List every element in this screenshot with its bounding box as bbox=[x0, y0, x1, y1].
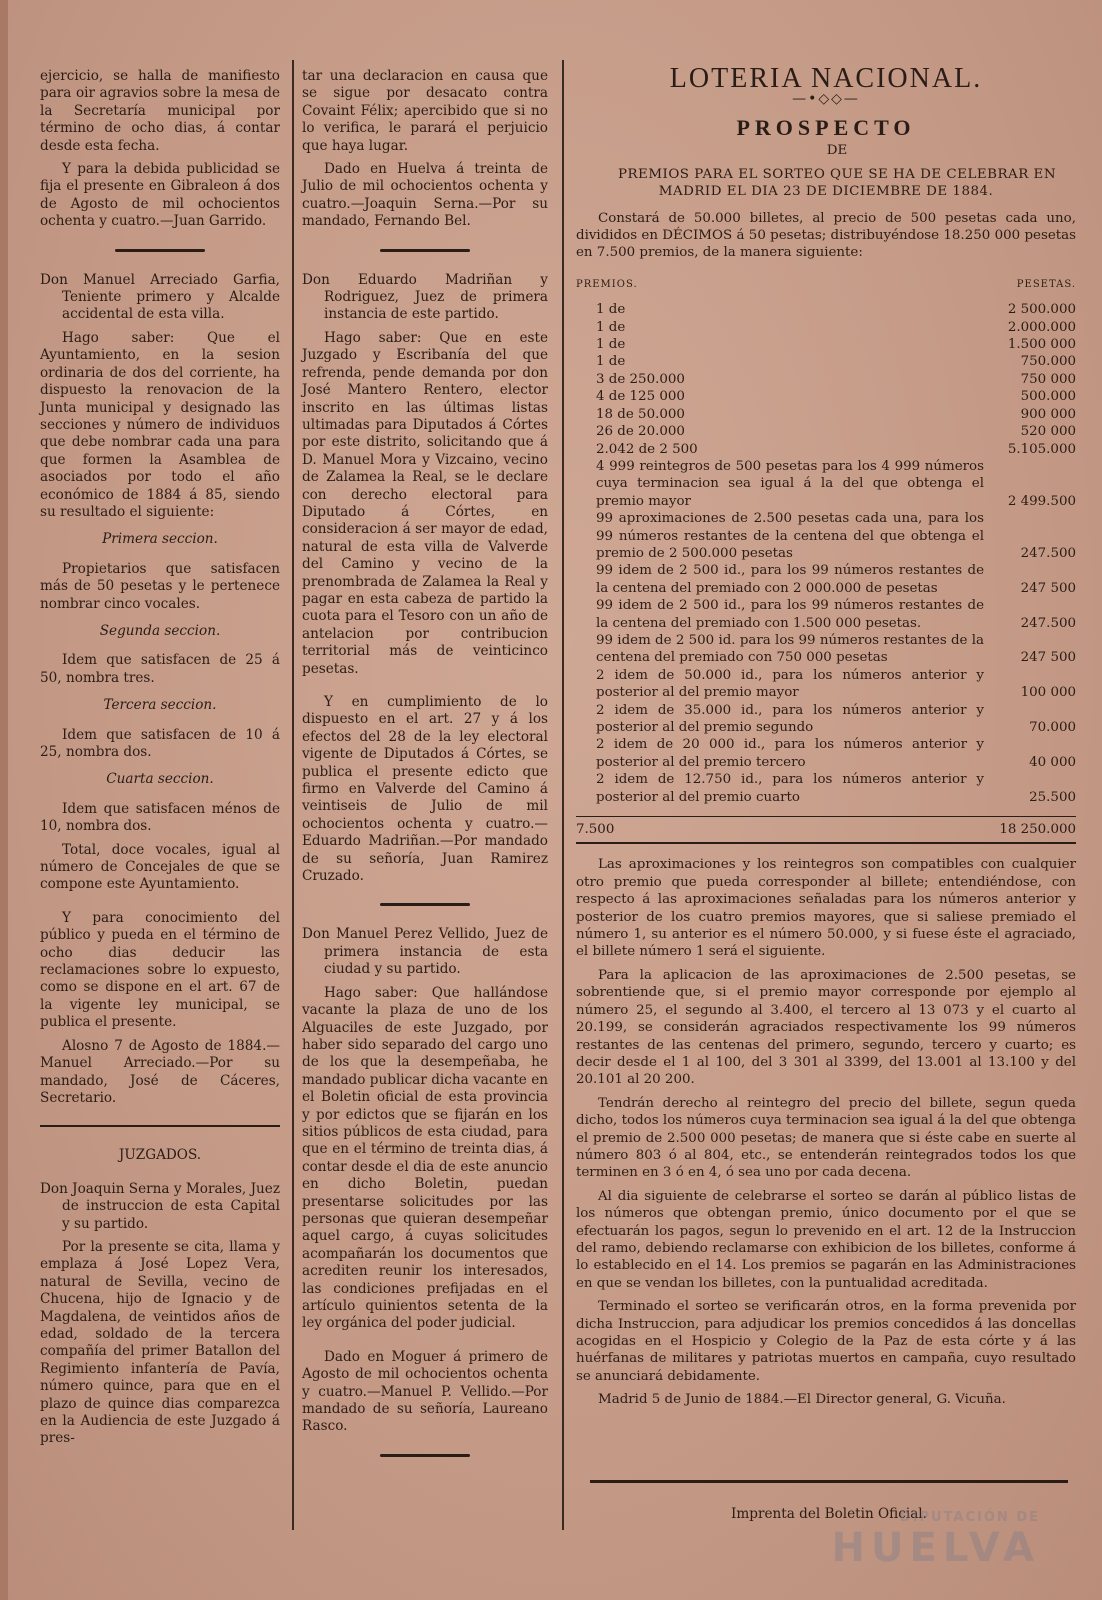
prize-row bbox=[596, 441, 1076, 458]
prize-desc-row bbox=[596, 667, 1076, 702]
edict-closing: Y en cumplimiento de lo dispuesto en el art. 27 y á los efectos del 28 de la ley electoral vigente de Diputados á Córtes, se publica el presente edicto que firmo en Valverde del Camino á veintiseis de Julio de mil ochocientos ochenta y cuatro.—Eduardo Madriñan.—Por mandado de su señoría, Juan Ramirez Cruzado. bbox=[302, 694, 548, 885]
prize-amount: 247 500 bbox=[1020, 650, 1076, 666]
watermark-line1: DIPUTACIÓN DE bbox=[899, 1510, 1040, 1525]
prize-desc-row bbox=[596, 562, 1076, 597]
prize-label: 26 de 20.000 bbox=[596, 424, 685, 440]
separator bbox=[380, 1454, 470, 1457]
prize-row bbox=[596, 388, 1076, 405]
column-rule-1 bbox=[292, 60, 294, 1530]
column-1 bbox=[40, 68, 280, 1454]
prize-amount: 70.000 bbox=[1029, 720, 1076, 735]
prize-amount: 1.500 000 bbox=[1007, 337, 1076, 353]
dated-signature: Dado en Huelva á treinta de Julio de mil ochocientos ochenta y cuatro.—Joaquin Serna.—Por su mandado, Fernando Bel. bbox=[302, 161, 548, 230]
edict-body: Hago saber: Que el Ayuntamiento, en la sesion ordinaria de dos del corriente, ha dispuesto la renovacion de la Junta municipal y designado las secciones y número de individuos que debe nombrar cada una para que formen la Asamblea de asociados por todo el año económico de 1884 á 85, siendo su resultado el siguiente: bbox=[40, 329, 280, 520]
section-text: Idem que satisfacen de 10 á 25, nombra dos. bbox=[40, 726, 280, 760]
prize-desc-row bbox=[596, 771, 1076, 806]
prize-amount: 2 499.500 bbox=[1007, 493, 1076, 509]
total-count: 7.500 bbox=[576, 822, 615, 838]
prize-row bbox=[596, 301, 1076, 318]
total-rule bbox=[576, 842, 1076, 844]
prize-label: 1 de bbox=[596, 337, 626, 353]
section-text: Idem que satisfacen ménos de 10, nombra dos. bbox=[40, 800, 280, 835]
prize-label: 18 de 50.000 bbox=[596, 406, 685, 422]
prize-amount: 25.500 bbox=[1029, 789, 1076, 805]
section-text: Propietarios que satisfacen más de 50 pesetas y le pertenece nombrar cinco vocales. bbox=[40, 560, 280, 612]
edict-heading: Don Manuel Arreciado Garfia, Teniente primero y Alcalde accidental de esta villa. bbox=[40, 271, 280, 323]
prize-desc: 2 idem de 12.750 id., para los números anterior y posterior al del premio cuarto bbox=[596, 772, 984, 805]
section-title: Cuarta seccion. bbox=[106, 771, 214, 788]
prize-label: 1 de bbox=[596, 319, 626, 335]
prize-row bbox=[596, 336, 1076, 353]
prospecto-intro: Constará de 50.000 billetes, al precio de 500 pesetas cada uno, divididos en DÉCIMOS á 50 pesetas; distribuyéndose 18.250 000 pesetas en 7.500 premios, de la manera siguiente: bbox=[576, 210, 1076, 261]
signature: Alosno 7 de Agosto de 1884.—Manuel Arreciado.—Por su mandado, José de Cáceres, Secretario. bbox=[40, 1037, 280, 1106]
juzgado-heading: Don Joaquin Serna y Morales, Juez de instruccion de esta Capital y su partido. bbox=[40, 1180, 280, 1232]
prize-label: 3 de 250.000 bbox=[596, 371, 685, 387]
prize-label: 4 de 125 000 bbox=[596, 389, 685, 405]
column-rule-2 bbox=[562, 60, 564, 1530]
total-text: Total, doce vocales, igual al número de Concejales de que se compone este Ayuntamiento. bbox=[40, 841, 280, 893]
prospecto-paragraph: Al dia siguiente de celebrarse el sorteo se darán al público listas de los números que obtengan premio, único documento por el que se efectuarán los pagos, segun lo prevenido en el art. 12 de la Instruccion del ramo, debiendo reclamarse con exhibicion de los billetes, conforme á lo establecido en el 14. Los premios se pagarán en las Administraciones en que se vendan los billetes, con la puntualidad acreditada. bbox=[576, 1188, 1076, 1291]
prize-desc-row bbox=[596, 597, 1076, 632]
prize-desc: 2 idem de 20 000 id., para los números anterior y posterior al del premio tercero bbox=[596, 737, 984, 770]
page-edge bbox=[0, 0, 8, 1600]
lottery-title: LOTERIA NACIONAL. bbox=[669, 63, 983, 94]
prize-amount: 247.500 bbox=[1020, 545, 1076, 561]
prize-desc-row bbox=[596, 736, 1076, 771]
separator bbox=[380, 903, 470, 906]
prize-row bbox=[596, 353, 1076, 370]
prize-table bbox=[576, 301, 1076, 806]
prize-amount: 40 000 bbox=[1029, 754, 1076, 770]
total-amount: 18 250.000 bbox=[999, 822, 1076, 838]
prize-desc-row bbox=[596, 510, 1076, 562]
section-title: Primera seccion. bbox=[102, 531, 218, 548]
prize-desc: 2 idem de 35.000 id., para los números anterior y posterior al del premio segundo bbox=[596, 702, 984, 735]
prize-amount: 247 500 bbox=[1020, 580, 1076, 596]
watermark-line2: HUELVA bbox=[831, 1525, 1040, 1571]
prospecto-subtitle: PREMIOS PARA EL SORTEO QUE SE HA DE CELEBRAR EN MADRID EL DIA 23 DE DICIEMBRE DE 1884. bbox=[617, 166, 1057, 199]
intro-paragraph-2: Y para la debida publicidad se fija el presente en Gibraleon á dos de Agosto de mil ochocientos ochenta y cuatro.—Juan Garrido. bbox=[40, 161, 280, 230]
printer-footer: Imprenta del Boletin Oficial. bbox=[731, 1506, 927, 1522]
footer-rule bbox=[590, 1480, 1068, 1483]
dated-signature: Dado en Moguer á primero de Agosto de mil ochocientos ochenta y cuatro.—Manuel P. Vellido.—Por mandado de su señoría, Laureano Rasco. bbox=[302, 1348, 548, 1435]
prize-amount: 500.000 bbox=[1020, 389, 1076, 405]
col-premios: PREMIOS. bbox=[576, 278, 638, 290]
de-label: DE bbox=[826, 143, 848, 159]
prize-amount: 750.000 bbox=[1020, 354, 1076, 370]
prize-desc-row bbox=[596, 458, 1076, 510]
prize-desc: 2 idem de 50.000 id., para los números anterior y posterior al del premio mayor bbox=[596, 667, 984, 701]
prize-amount: 2.000.000 bbox=[1007, 319, 1076, 335]
juzgado-body: Por la presente se cita, llama y emplaza á José Lopez Vera, natural de Sevilla, vecino de Chucena, hijo de Ignacio y de Magdalena, de veintidos años de edad, soldado de la tercera compañía del primer Batallon del Regimiento infantería de Pavía, número quince, para que en el plazo de quince dias comparezca en la Audiencia de este Juzgado á pres- bbox=[40, 1238, 280, 1447]
prize-label: 2.042 de 2 500 bbox=[596, 441, 698, 457]
prize-row bbox=[596, 319, 1076, 336]
prize-label: 1 de bbox=[596, 302, 626, 318]
section-title: Segunda seccion. bbox=[99, 622, 221, 639]
prospecto-paragraph: Las aproximaciones y los reintegros son compatibles con cualquier otro premio que pueda corresponder al billete; entendiéndose, con respecto á las aproximaciones señaladas para los números anterior y posterior de los cuatro premios mayores, que si saliese premiado el número 1, su anterior es el número 50.000, y si fuese éste el agraciado, el billete número 1 será el siguiente. bbox=[576, 857, 1076, 960]
column-3 bbox=[576, 63, 1076, 1415]
edict-heading: Don Manuel Perez Vellido, Juez de primera instancia de esta ciudad y su partido. bbox=[302, 926, 548, 978]
prize-total-row bbox=[576, 816, 1076, 838]
prospecto-title: PROSPECTO bbox=[736, 114, 916, 140]
prospecto-paragraph: Terminado el sorteo se verificarán otros, en la forma prevenida por dicha Instruccion, para adjudicar los premios concedidos á las doncellas acogidas en el Hospicio y Colegio de la Paz de esta córte y á las huérfanas de militares y patriotas muertos en campaña, cuyo resultado se anunciará debidamente. bbox=[576, 1299, 1076, 1384]
prize-amount: 520 000 bbox=[1020, 424, 1076, 440]
prospecto-paragraph: Para la aplicacion de las aproximaciones de 2.500 pesetas, se sobrentiende que, si el premio mayor corresponde por ejemplo al número 25, el segundo al 3.400, el tercero al 13 073 y el cuarto al 20.199, se considerán agraciados respectivamente los 99 números restantes de las centenas del primero, segundo, tercero y cuarto; es decir desde el 1 al 100, del 3 301 al 3399, del 13.001 al 13.100 y del 20.101 al 20 200. bbox=[576, 967, 1076, 1088]
intro-paragraph-1: ejercicio, se halla de manifiesto para oir agravios sobre la mesa de la Secretaría municipal por término de ocho dias, á contar desde esta fecha. bbox=[40, 68, 280, 154]
prize-desc: 4 999 reintegros de 500 pesetas para los 4 999 números cuya terminacion sea igual á la del que obtenga el premio mayor bbox=[596, 458, 984, 509]
continued-text: tar una declaracion en causa que se sigue por desacato contra Covaint Félix; apercibido que si no lo verifica, le parará el perjuicio que haya lugar. bbox=[302, 68, 548, 154]
prize-amount: 5.105.000 bbox=[1007, 441, 1076, 457]
ornament: —•◇◇— bbox=[792, 91, 860, 108]
section-title: Tercera seccion. bbox=[103, 697, 217, 714]
col-pesetas: PESETAS. bbox=[1016, 278, 1076, 290]
prize-desc-row bbox=[596, 632, 1076, 667]
archive-watermark bbox=[700, 1510, 1040, 1580]
prize-desc: 99 idem de 2 500 id., para los 99 números restantes de la centena del premiado con 2 000.000 de pesetas bbox=[596, 563, 984, 596]
prize-table-header bbox=[576, 276, 1076, 293]
prospecto-paragraph: Tendrán derecho al reintegro del precio del billete, segun queda dicho, todos los números cuya terminacion sea igual á la del que obtenga el premio de 2.500 000 pesetas; de manera que si éste cabe en suerte al número 803 ó al 804, etc., se entenderán reintegrados todos los que terminen en 3 ó en 4, ó sea uno por cada decena. bbox=[576, 1095, 1076, 1181]
edict-heading: Don Eduardo Madriñan y Rodriguez, Juez de primera instancia de este partido. bbox=[302, 271, 548, 323]
section-text: Idem que satisfacen de 25 á 50, nombra tres. bbox=[40, 652, 280, 686]
prospecto-signature: Madrid 5 de Junio de 1884.—El Director general, G. Vicuña. bbox=[598, 1392, 1006, 1408]
prize-amount: 247.500 bbox=[1020, 615, 1076, 631]
prize-row bbox=[596, 406, 1076, 423]
juzgados-title: JUZGADOS. bbox=[118, 1147, 202, 1164]
prize-amount: 100 000 bbox=[1020, 685, 1076, 701]
prize-row bbox=[596, 423, 1076, 440]
prize-desc: 99 idem de 2 500 id. para los 99 números restantes de la centena del premiado con 750 000 pesetas bbox=[596, 632, 984, 666]
prize-desc-row bbox=[596, 702, 1076, 737]
closing-text: Y para conocimiento del público y pueda en el término de ocho dias deducir las reclamaciones sobre lo expuesto, como se dispone en el art. 67 de la vigente ley municipal, se publica el presente. bbox=[40, 909, 280, 1031]
prize-amount: 750 000 bbox=[1020, 371, 1076, 387]
edict-body: Hago saber: Que en este Juzgado y Escribanía del que refrenda, pende demanda por don José Mantero Rentero, elector inscrito en las últimas listas ultimadas para Diputados á Córtes por este distrito, solicitando que á D. Manuel Mora y Vizcaino, vecino de Zalamea la Real, se le declare con derecho electoral para Diputado á Córtes, en consideracion á ser mayor de edad, natural de esta villa de Valverde del Camino y vecino de la prenombrada de Zalamea la Real y pagar en esta cabeza de partido la cuota para el Tesoro con un año de antelacion por contribucion territorial más de veinticinco pesetas. bbox=[302, 329, 548, 677]
prize-desc: 99 idem de 2 500 id., para los 99 números restantes de la centena del premiado con 1.500 000 pesetas. bbox=[596, 598, 984, 631]
prize-amount: 2 500.000 bbox=[1007, 302, 1076, 318]
prize-row bbox=[596, 371, 1076, 388]
edict-body: Hago saber: Que hallándose vacante la plaza de uno de los Alguaciles de este Juzgado, por haber sido separado del cargo uno de los que la desempeñaba, he mandado publicar dicha vacante en el Boletin oficial de esta provincia y por edictos que se fijarán en los sitios públicos de esta ciudad, para que en el término de treinta dias, á contar desde el dia de este anuncio en dicho Boletin, puedan presentarse solicitudes por las personas que quieran desempeñar aquel cargo, á cuyas solicitudes acompañarán los documentos que acrediten reunir los interesados, las condiciones prefijadas en el artículo quinientos setenta de la ley orgánica del poder judicial. bbox=[302, 984, 548, 1332]
prize-desc: 99 aproximaciones de 2.500 pesetas cada una, para los 99 números restantes de la centena del que obtenga el premio de 2 500.000 pesetas bbox=[596, 511, 984, 561]
section-rule bbox=[40, 1125, 280, 1127]
column-2 bbox=[302, 68, 548, 1477]
prize-label: 1 de bbox=[596, 354, 626, 370]
separator bbox=[380, 249, 470, 252]
prize-amount: 900 000 bbox=[1020, 406, 1076, 422]
separator bbox=[115, 249, 205, 252]
